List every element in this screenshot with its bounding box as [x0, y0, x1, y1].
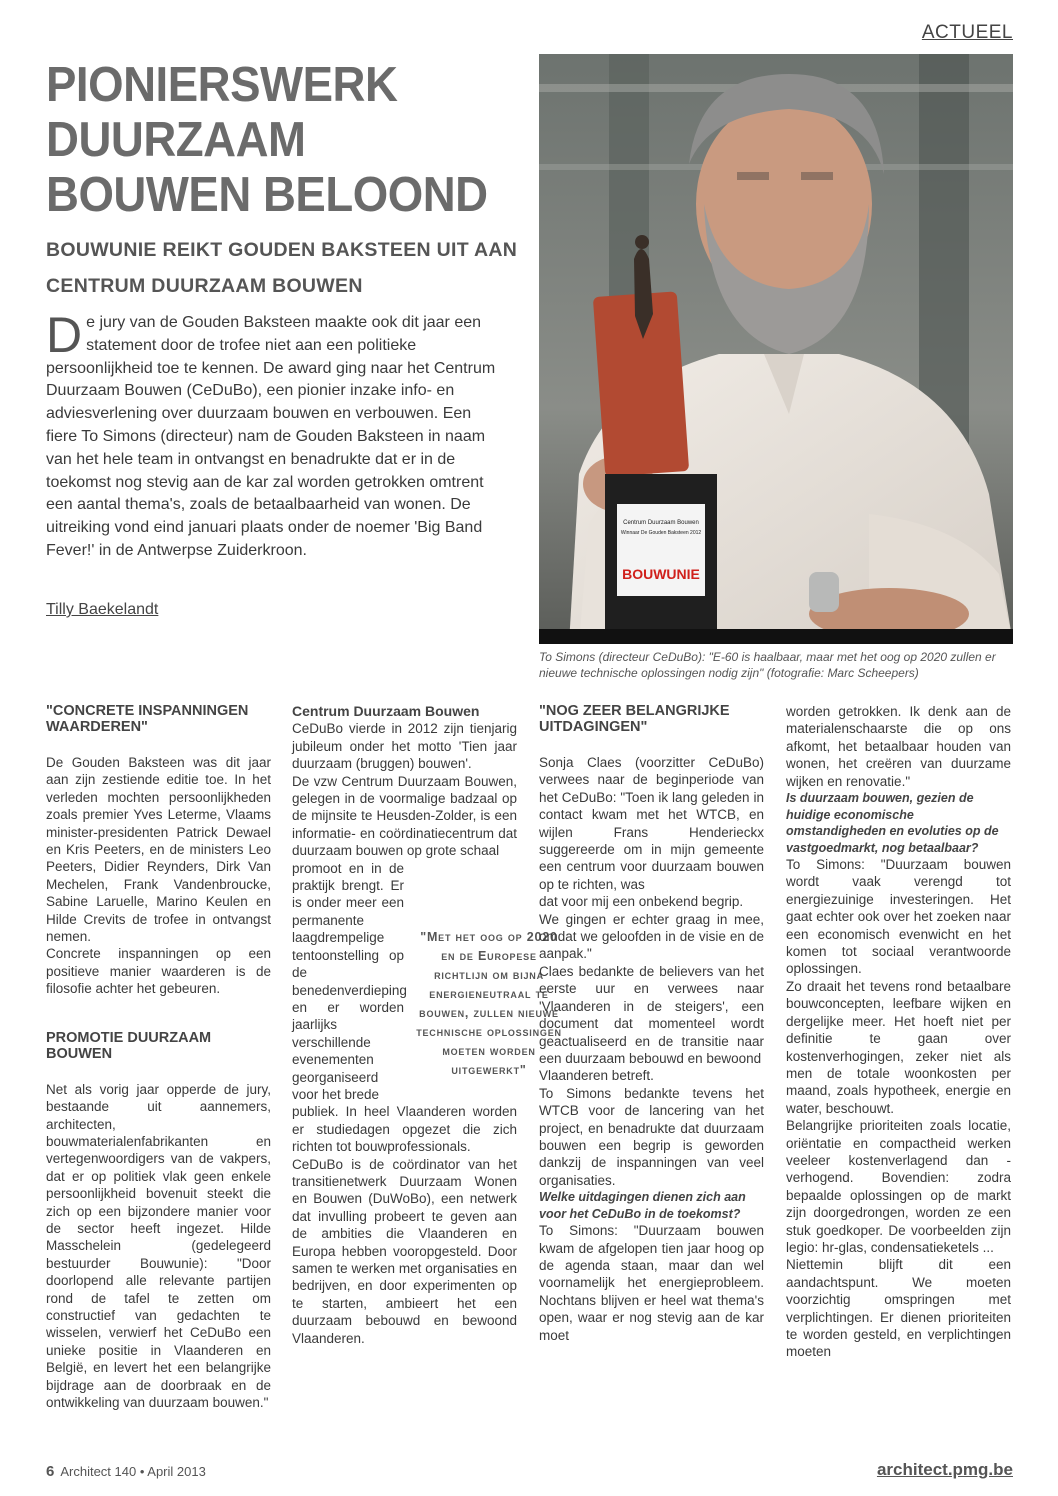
- interview-question: Welke uitdagingen dienen zich aan voor het CeDuBo in de toekomst?: [539, 1190, 746, 1221]
- lead-paragraph: [46, 307, 502, 563]
- paragraph: Zo draait het tevens rond betaalbare bouwconcepten, leefbare wijken en dergelijke meer. Het hoeft niet per definitie te gaan over kostenverhogingen, zeker niet als men de totale woonkosten per maand, zoals hypotheek, energie en water, beschouwt.: [786, 978, 1011, 1116]
- dropcap: D: [46, 307, 83, 363]
- footer-site-link[interactable]: architect.pmg.be: [876, 1460, 1013, 1479]
- paragraph: Concrete inspanningen op een positieve manier waarderen is de filosofie achter het gebeuren.: [46, 946, 271, 997]
- paragraph: dat voor mij een onbekend begrip.: [539, 894, 744, 910]
- paragraph: Belangrijke prioriteiten zoals locatie, oriëntatie en compactheid werken veeleer kostenverlagend dan -verhogend. Bovendien: zodra bepaalde oplossingen op de markt zijn doorgedrongen, worden ze een stuk goedkoper. De voorbeelden zijn legio: hr-glas, condensatieketels ...: [786, 1118, 1011, 1255]
- paragraph: worden getrokken. Ik denk aan de materialenschaarste die op ons afkomt, het betaalbaar houden van wonen, het creëren van duurzame wijken en renovatie.": [786, 704, 1011, 789]
- column-4: [786, 703, 1011, 1361]
- paragraph: promoot en in de praktijk brengt. Er is onder meer een permanente laagdrempelige tentoonstelling op de benedenverdieping en er worden jaarlijks verschillende evenementen georganiseerd voor het brede: [292, 860, 407, 1102]
- interview-question: Is duurzaam bouwen, gezien de huidige economische omstandigheden en evoluties op de vastgoedmarkt, nog betaalbaar?: [786, 791, 999, 855]
- photo-caption: To Simons (directeur CeDuBo): "E-60 is haalbaar, maar met het oog op 2020 zullen er nieuwe technische oplossingen nodig zijn" (fotografie: Marc Scheepers): [539, 650, 996, 680]
- paragraph: We gingen er echter graag in mee, omdat we geloofden in de visie en de aanpak.": [539, 911, 764, 962]
- paragraph: Vlaanderen betreft.: [539, 1068, 654, 1084]
- plaque-line-1: Centrum Duurzaam Bouwen: [623, 520, 699, 526]
- heading-centrum: Centrum Duurzaam Bouwen: [292, 703, 480, 719]
- subheadline: BOUWUNIE REIKT GOUDEN BAKSTEEN UIT AAN CENTRUM DUURZAAM BOUWEN: [46, 239, 518, 297]
- byline: Tilly Baekelandt: [46, 601, 159, 618]
- paragraph: Net als vorig jaar opperde de jury, bestaande uit aannemers, architecten, bouwmaterialenfabrikanten en vertegenwoordigers van de vakpers, dat er op politiek vlak geen enkele persoonlijkheid bovenuit steekt die zich op een bijzondere manier voor de sector heeft ingezet. Hilde Masschelein (gedelegeerd bestuurder Bouwunie): "Door doorlopend alle relevante partijen rond de tafel te zetten om constructief van gedachten te wisselen, verwierf het CeDuBo een unieke positie in Vlaanderen en België, en levert het een belangrijke bijdrage aan de doorbraak en de ontwikkeling van duurzaam bouwen.": [46, 1081, 271, 1410]
- heading-promotie: PROMOTIE DUURZAAM BOUWEN: [46, 1029, 212, 1062]
- headline: PIONIERSWERK DUURZAAM BOUWEN BELOOND: [46, 58, 488, 222]
- paragraph: CeDuBo is de coördinator van het transitienetwerk Duurzaam Wonen en Bouwen (DuWoBo), een netwerk dat invulling probeert te geven aan de ambities die Vlaanderen en Europa hebben vooropgesteld. Door samen te werken met organisaties en bedrijven, en door experimenten op te starten, ambieert het een duurzaam bebouwd en bewoond Vlaanderen.: [292, 1156, 517, 1346]
- lead-text: e jury van de Gouden Baksteen maakte ook dit jaar een statement door de trofee niet aan een politieke persoonlijkheid toe te kennen. De award ging naar het Centrum Duurzaam Bouwen (CeDuBo), een pionier inzake info- en adviesverlening over duurzaam bouwen en verbouwen. Een fiere To Simons (directeur) nam de Gouden Baksteen in naam van het hele team in ontvangst en benadrukte dat er in de toekomst nog stevig aan de kar zal worden getrokken omtrent een aantal thema's, zoals de betaalbaarheid van wonen. De uitreiking vond eind januari plaats onder de noemer 'Big Band Fever!' in de Antwerpse Zuiderkroon.: [46, 314, 496, 559]
- heading-uitdagingen: "NOG ZEER BELANGRIJKE UITDAGINGEN": [539, 703, 730, 735]
- paragraph: De vzw Centrum Duurzaam Bouwen, gelegen in de voormalige badzaal op de mijnsite te Heusden-Zolder, is een informatie- en coördinatiecentrum dat duurzaam bouwen op grote schaal: [292, 773, 517, 859]
- paragraph: CeDuBo vierde in 2012 zijn tienjarig jubileum onder het motto 'Tien jaar duurzaam (bruggen) bouwen'.: [292, 721, 517, 772]
- paragraph: To Simons: "Duurzaam bouwen wordt vaak verengd tot energiezuinige investeringen. Het gaat echter ook over het zoeken naar een economisch evenwicht en het komen tot sociaal verantwoorde oplossingen.: [786, 857, 1011, 977]
- paragraph: De Gouden Baksteen was dit jaar aan zijn zestiende editie toe. In het verleden mochten persoonlijkheden zoals premier Yves Leterme, Vlaams minister-presidenten Patrick Dewael en Kris Peeters, en de ministers Leo Peeters, Didier Reynders, Dirk Van Mechelen, Frank Vandenbroucke, Sabine Laruelle, Marino Keulen en Hilde Crevits de trofee in ontvangst nemen.: [46, 755, 271, 945]
- heading-concrete-inspanningen: "CONCRETE INSPANNINGEN WAARDEREN": [46, 703, 249, 735]
- pull-quote: "Met het oog op 2020 en de Europese richtlijn om bijna energieneutraal te bouwen, zullen nieuwe technische oplossingen moeten worden uitgewerkt": [416, 930, 562, 1077]
- plaque-logo: BOUWUNIE: [622, 566, 700, 582]
- section-tag: ACTUEEL: [921, 22, 1013, 43]
- footer-left: [46, 1463, 206, 1480]
- portrait-illustration: [539, 54, 1013, 644]
- column-3: [539, 703, 764, 1344]
- paragraph: Claes bedankte de believers van het eerste uur en verwees naar 'Vlaanderen in de steigers', een document dat momenteel wordt geactualiseerd en de transitie naar een duurzaam bebouwd en bewoond: [539, 963, 764, 1066]
- issue-info: Architect 140 • April 2013: [60, 1464, 206, 1479]
- column-1: [46, 703, 271, 1411]
- paragraph: publiek. In heel Vlaanderen worden er studiedagen opgezet die zich richten tot bouwprofessionals.: [292, 1104, 517, 1155]
- page-number: 6: [46, 1463, 55, 1480]
- paragraph: To Simons: "Duurzaam bouwen kwam de afgelopen tien jaar hoog op de agenda staan, maar dan wel voornamelijk het energieprobleem. Nochtans blijven er heel wat thema's open, waar er nog stevig aan de kar moet: [539, 1223, 764, 1343]
- paragraph: To Simons bedankte tevens het WTCB voor de lancering van het project, en benadrukte dat duurzaam bouwen een begrip is geworden dankzij de inspanningen van veel organisaties.: [539, 1085, 764, 1188]
- plaque-line-2: Winnaar De Gouden Baksteen 2012: [620, 530, 702, 536]
- paragraph: Niettemin blijft dit een aandachtspunt. We moeten voorzichtig omspringen met verplichtingen. Er dienen prioriteiten te worden gesteld, en verplichtingen moeten: [786, 1257, 1011, 1360]
- paragraph: Sonja Claes (voorzitter CeDuBo) verwees naar de beginperiode van het CeDuBo: "Toen ik lang geleden in contact kwam met het WTCB, en wijlen Frans Henderieckx suggereerde om in mijn gemeente een centrum voor duurzaam bouwen op te richten, was: [539, 755, 764, 892]
- portrait-photo: [539, 54, 1013, 644]
